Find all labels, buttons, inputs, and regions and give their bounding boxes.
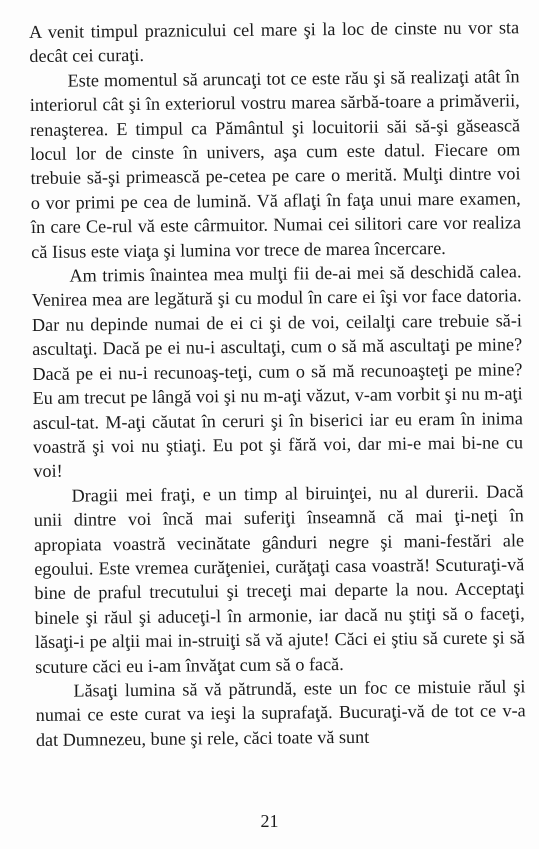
paragraph-3: Am trimis înaintea mea mulţi fii de-ai mei să deschidă calea. Venirea mea are legătură şi cu modul în care ei îşi vor face datoria. Dar nu depinde numai de ei ci şi de voi, ceilalţi care trebuie să-i ascultaţi. Dacă pe ei nu-i ascultaţi, cum o să mă ascultaţi pe mine? Dacă pe ei nu-i recunoaş-teţi, cum o să mă recunoaşteţi pe mine? Eu am trecut pe lângă voi şi nu m-aţi văzut, v-am vorbit şi nu m-aţi ascul-tat. M-aţi căutat în ceruri şi în biserici iar eu eram în inima voastră şi voi nu ştiaţi. Eu pot şi fără voi, dar mi-e mai bi-ne cu voi! bbox=[31, 261, 524, 482]
paragraph-2: Este momentul să aruncaţi tot ce este rău şi să realizaţi atât în interiorul cât şi în exteriorul vostru marea sărbă-toare a primăverii, renaşterea. E timpul ca Pământul şi locuitorii săi să-şi găsească locul lor de cinste în univers, aşa cum este datul. Fiecare om trebuie să-şi primească pe-cetea pe care o merită. Mulţi dintre voi o vor primi pe cea de lumină. Vă aflaţi în faţa unui mare examen, în care Ce-rul vă este cârmuitor. Numai cei silitori care vor realiza că Iisus este viaţa şi lumina vor trece de marea încercare. bbox=[29, 66, 522, 262]
body-text bbox=[29, 15, 526, 752]
paragraph-4: Dragii mei fraţi, e un timp al biruinţei, nu al durerii. Dacă unii dintre voi încă mai suferiţi înseamnă că mai ţi-neţi în apropiata voastră vecinătate gânduri negre şi mani-festări ale egoului. Este vremea curăţeniei, curăţaţi casa voastră! Scuturaţi-vă bine de praful trecutului şi treceţi mai departe la nou. Acceptaţi binele şi răul şi aduceţi-l în armonie, iar dacă nu ştiţi să o faceţi, lăsaţi-i pe alţii mai in-struiţi să vă ajute! Căci ei ştiu să curete şi să scuture căci eu i-am învăţat cum să o facă. bbox=[33, 480, 526, 677]
paragraph-1: A venit timpul praznicului cel mare şi la loc de cinste nu vor sta decât cei curaţi. bbox=[29, 17, 520, 67]
page-number: 21 bbox=[260, 811, 279, 831]
paragraph-5: Lăsaţi lumina să vă pătrundă, este un foc ce mistuie răul şi numai ce este curat va ieşi la suprafaţă. Bucuraţi-vă de tot ce v-a dat Dumnezeu, bune şi rele, căci toate vă sunt bbox=[35, 676, 526, 750]
